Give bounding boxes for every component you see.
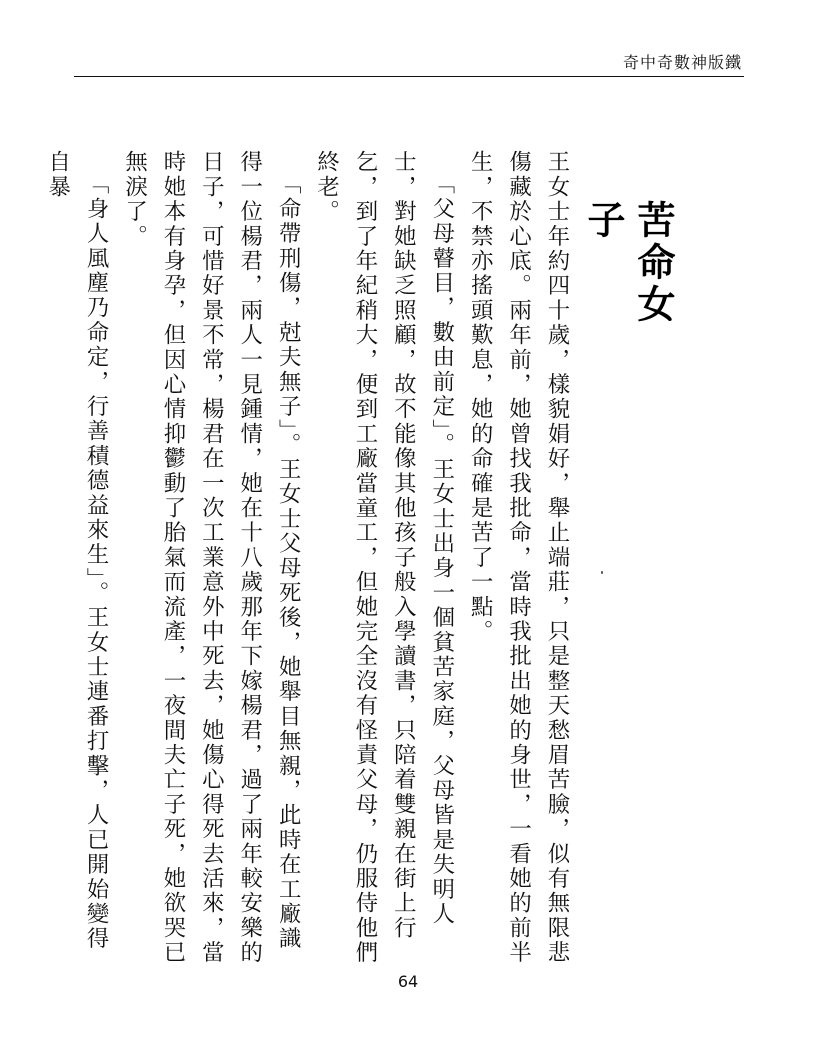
scan-speck — [601, 571, 603, 574]
header-rule — [74, 76, 744, 77]
paragraph-2: 「父母瞽目，數由前定」。王女士出身一個貧苦家庭，父母皆是失明人士，對她缺乏照顧，故不能像其他孩子般入學讀書，只陪着雙親在街上行乞，到了年紀稍大，便到工廠當童工，但她完全沒有怪責父母，仍服侍他們終老。 — [313, 150, 455, 966]
paragraph-3: 「命帶刑傷，尅夫無子」。王女士父母死後，她舉目無親，此時在工廠識得一位楊君，兩人一見鍾情，她在十八歲那年下嫁楊君，過了兩年較安樂的日子，可惜好景不常，楊君在一次工業意外中死去，她傷心得死去活來，當時她本有身孕，但因心情抑鬱動了胎氣而流產，一夜間夫亡子死，她欲哭已無淚了。 — [121, 150, 302, 966]
paragraph-1: 王女士年約四十歲，樣貌娟好，舉止端莊，只是整天愁眉苦臉，似有無限悲傷藏於心底。兩年前，她曾找我批命，當時我批出她的身世，一看她的前半生，不禁亦搖頭歎息，她的命確是苦了一點。 — [467, 150, 570, 966]
page-number: 64 — [397, 972, 419, 991]
chapter-title: 苦命女子 — [581, 200, 675, 326]
paragraph-4: 「身人風塵乃命定，行善積德益來生」。王女士連番打擊，人已開始變得自暴 — [44, 150, 110, 952]
running-header: 奇中奇數神版鐵 — [622, 53, 742, 72]
body-text — [44, 150, 576, 972]
